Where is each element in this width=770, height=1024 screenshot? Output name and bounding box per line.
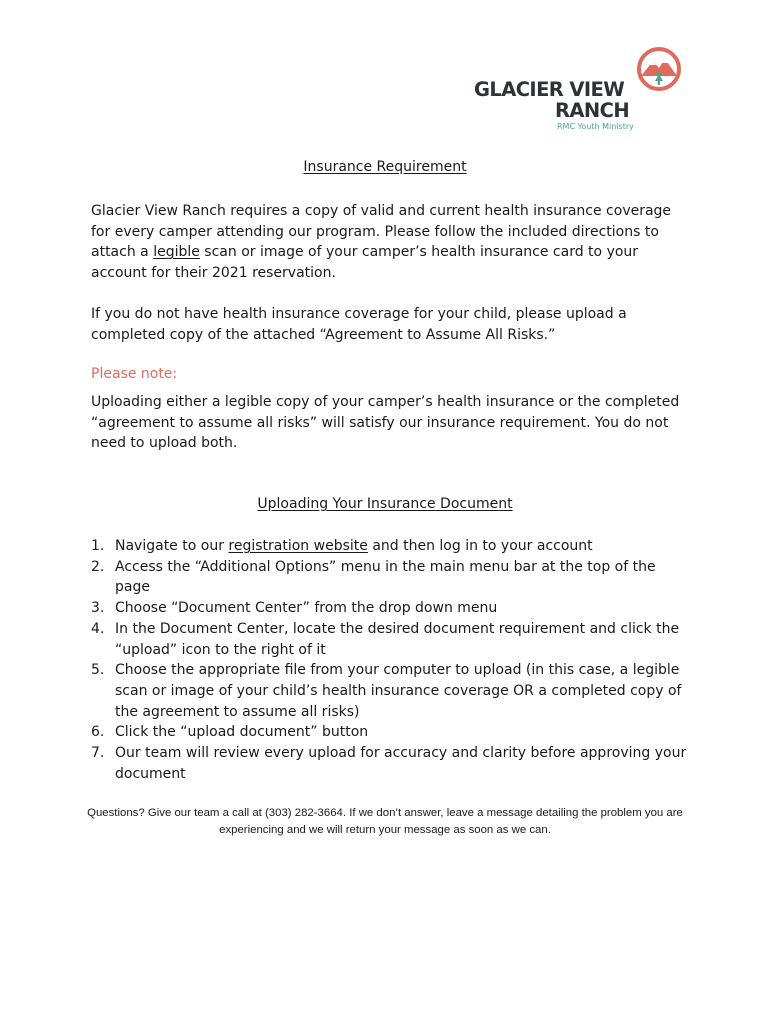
glacier-view-ranch-logo xyxy=(470,44,690,136)
intro-paragraph xyxy=(91,201,691,284)
logo-tagline: RMC Youth Ministry xyxy=(557,122,634,131)
please-note-label: Please note: xyxy=(91,366,178,382)
please-note-text: Uploading either a legible copy of your camper’s health insurance or the completed “agreement to assume all risks” will satisfy our insurance requirement. You do not need to upload both. xyxy=(91,394,680,452)
contact-footer: Questions? Give our team a call at (303) 282-3664. If we don’t answer, leave a message detailing the problem you are experiencing and we will return your message as soon as we can. xyxy=(87,807,683,836)
list-item: 3. Choose “Document Center” from the drop down menu xyxy=(91,600,498,617)
list-item: 2. Access the “Additional Options” menu in the main menu bar at the top of the page xyxy=(91,558,656,596)
list-item: 1. Navigate to our registration website and then log in to your account xyxy=(91,538,593,554)
upload-instructions-heading xyxy=(0,496,770,512)
logo-title-line1: GLACIER VIEW xyxy=(474,78,625,101)
list-item: 6. Click the “upload document” button xyxy=(91,724,369,741)
list-item: 7. Our team will review every upload for accuracy and clarity before approving your document xyxy=(91,745,687,782)
intro-text-after: scan or image of your camper’s health insurance card to your account for their 2021 reservation. xyxy=(91,244,639,282)
list-item: 5. Choose the appropriate file from your computer to upload (in this case, a legible scan or image of your child’s health insurance coverage OR a completed copy of the agreement to assume all risks) xyxy=(91,662,682,720)
list-item: 4. In the Document Center, locate the desired document requirement and click the “upload” icon to the right of it xyxy=(91,620,680,658)
upload-steps-list xyxy=(91,536,691,784)
no-insurance-paragraph: If you do not have health insurance coverage for your child, please upload a completed copy of the attached “Agreement to Assume All Risks.” xyxy=(91,306,627,343)
intro-text-before: Glacier View Ranch requires a copy of valid and current health insurance coverage for every camper attending our program. Please follow the included directions to attach a xyxy=(91,203,672,261)
upload-instructions-title: Uploading Your Insurance Document xyxy=(257,496,513,512)
legible-emphasis: legible xyxy=(153,244,200,261)
insurance-requirement-title: Insurance Requirement xyxy=(303,159,467,175)
registration-website-link[interactable]: registration website xyxy=(228,538,368,554)
logo-title-line2: RANCH xyxy=(555,99,630,122)
mountain-logo-icon xyxy=(636,46,682,92)
insurance-requirement-heading xyxy=(0,159,770,175)
